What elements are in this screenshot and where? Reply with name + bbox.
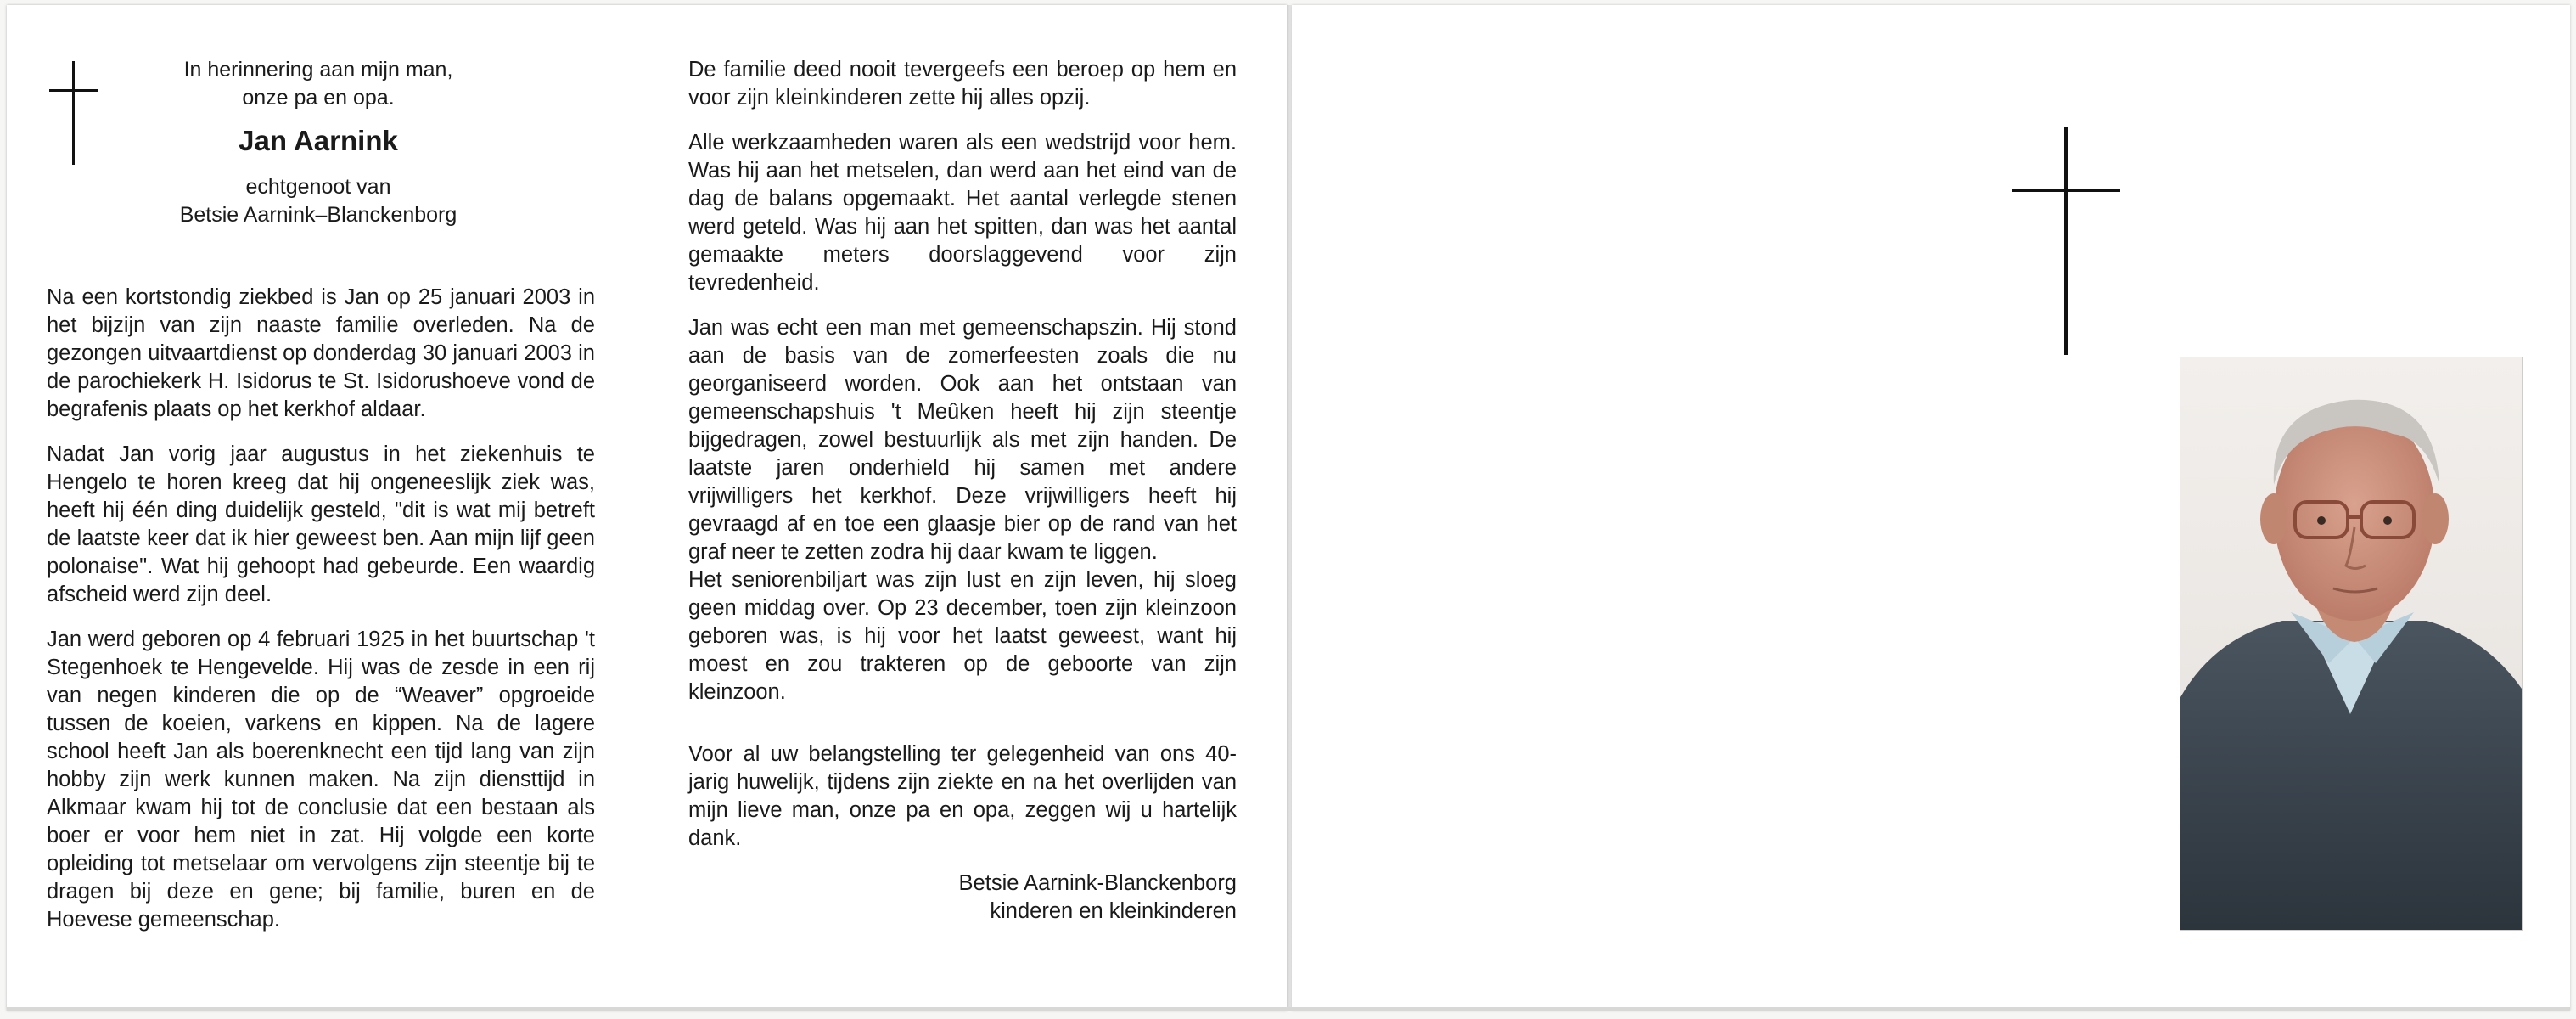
paragraph-thanks: Voor al uw belangstelling ter gelegenheid van ons 40-jarig huwelijk, tijdens zijn ziekte en na het overlijden van mijn lieve man, onze pa en opa, zeggen wij u hartelijk dank. [688, 742, 1237, 850]
paragraph-death-funeral: Na een kortstondig ziekbed is Jan op 25 januari 2003 in het bijzijn van zijn naaste familie overleden. Na de gezongen uitvaartdienst op donderdag 30 januari 2003 in de parochiekerk H. Isidorus te St. Isidorushoeve vond de begrafenis plaats op het kerkhof aldaar. [47, 285, 595, 421]
signature-line-2: kinderen en kleinkinderen [990, 899, 1237, 923]
paragraph-community: Jan was echt een man met gemeenschapszin. Hij stond aan de basis van de zomerfeesten zoals die nu georganiseerd worden. Ook aan het ontstaan van gemeenschapshuis 't Meûken heeft hij zijn steentje bijgedragen, zowel bestuurlijk als met zijn handen. De laatste jaren onderhield hij samen met andere vrijwilligers het kerkhof. Deze vrijwilligers heeft hij gevraagd af en toe een glaasje bier op de rand van het graf neer te zetten zodra hij daar kwam te liggen. [688, 316, 1237, 564]
paragraph-life-story: Jan werd geboren op 4 februari 1925 in het buurtschap 't Stegenhoek te Hengevelde. Hij was de zesde in een rij van negen kinderen die op de “Weaver” opgroeide tussen de koeien, varkens en kippen. Na de lagere school heeft Jan als boerenknecht een tijd lang van zijn hobby zijn werk kunnen maken. Na zijn diensttijd in Alkmaar kwam hij tot de conclusie dat een bestaan als boer er voor hem niet in zat. Hij volgde een korte opleiding tot metselaar om vervolgens zijn steentje bij te dragen bij deze en gene; bij familie, buren en de Hoevese gemeenschap. [47, 628, 595, 932]
portrait-photo [2180, 357, 2523, 931]
portrait-illustration [2180, 357, 2522, 930]
text-column-1 [47, 284, 595, 951]
paragraph-illness: Nadat Jan vorig jaar augustus in het ziekenhuis te Hengelo te horen kreeg dat hij ongeneeslijk ziek was, heeft hij één ding duidelijk gesteld, "dit is wat mij betreft de laatste keer dat ik hier geweest ben. Aan mijn lijf geen polonaise". Wat hij gehoopt had gebeurde. Een waardig afscheid werd zijn deel. [47, 442, 595, 606]
signature-block [688, 870, 1237, 926]
spouse-label: echtgenoot van [245, 175, 391, 199]
card-bottom-edge [7, 1007, 2570, 1011]
paragraph-work: Alle werkzaamheden waren als een wedstrijd voor hem. Was hij aan het metselen, dan werd aan het eind van de dag de balans opgemaakt. Het aantal verlegde stenen werd geteld. Was hij aan het spitten, dan was het aantal gemaakte meters doorslaggevend voor zijn tevredenheid. [688, 131, 1237, 295]
paragraph-billiards: Het seniorenbiljart was zijn lust en zijn leven, hij sloeg geen middag over. Op 23 december, toen zijn kleinzoon geboren was, is hij voor het laatst geweest, want hij moest en zou trakteren op de geboorte van zijn kleinzoon. [688, 568, 1237, 704]
cross-icon [49, 61, 98, 165]
memorial-header [127, 56, 509, 229]
deceased-name: Jan Aarnink [239, 125, 398, 156]
paragraph-family: De familie deed nooit tevergeefs een beroep op hem en voor zijn kleinkinderen zette hij alles opzij. [688, 58, 1237, 110]
cross-icon-large [2012, 127, 2120, 355]
signature-line-1: Betsie Aarnink-Blanckenborg [958, 871, 1237, 895]
header-line-2: onze pa en opa. [242, 86, 395, 110]
header-line-1: In herinnering aan mijn man, [183, 58, 453, 82]
text-column-2 [688, 56, 1237, 926]
spouse-name: Betsie Aarnink–Blanckenborg [179, 203, 457, 227]
